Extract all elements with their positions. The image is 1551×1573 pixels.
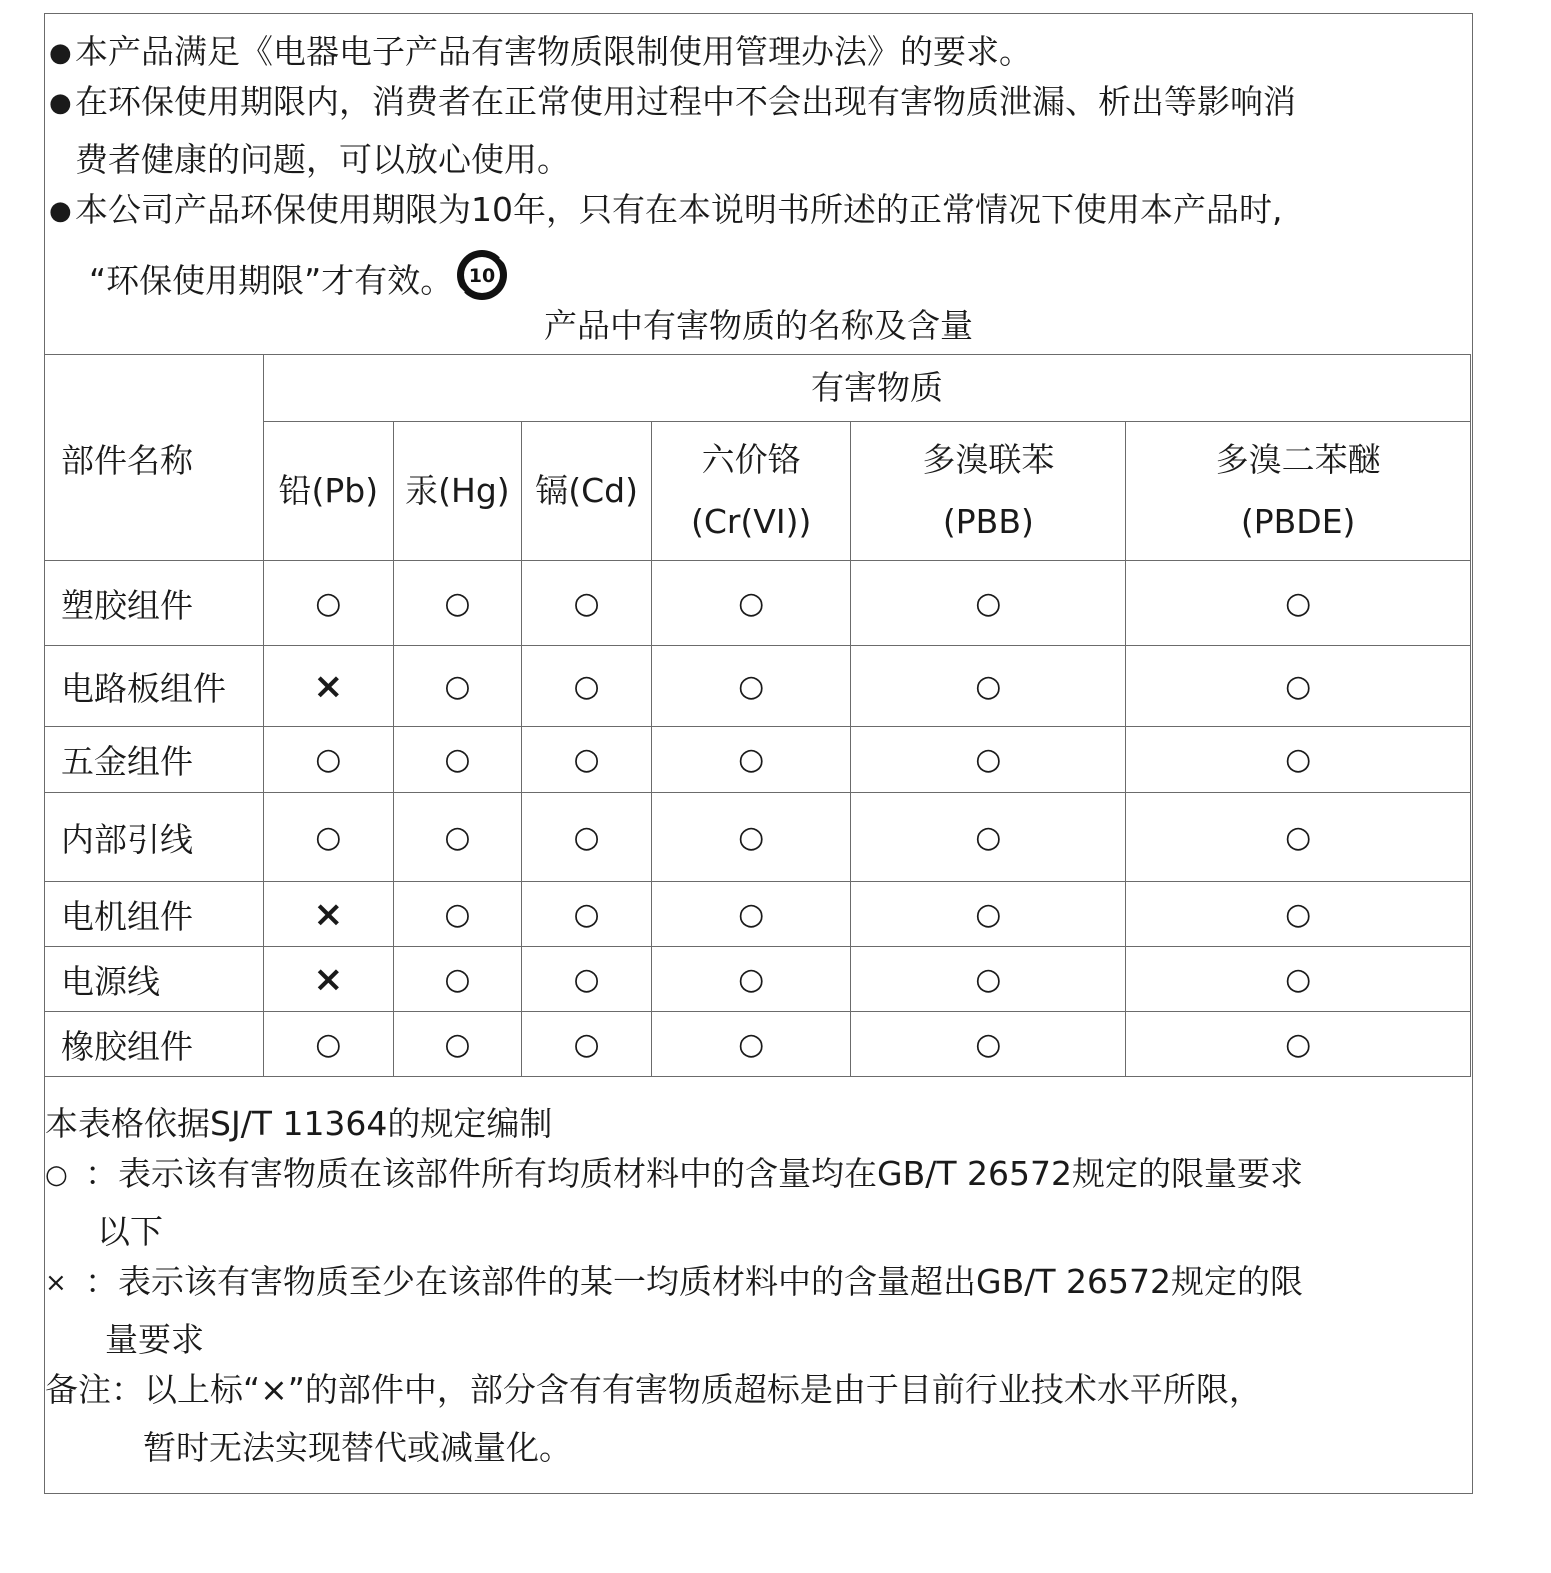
column-header-cd	[522, 422, 652, 561]
part-name-cell: 橡胶组件	[45, 1012, 264, 1077]
within-limit-mark: ○	[1126, 646, 1471, 727]
note-remark: 备注：以上标“×”的部件中，部分含有有害物质超标是由于目前行业技术水平所限，	[45, 1370, 1262, 1409]
within-limit-mark: ○	[851, 561, 1126, 646]
within-limit-mark: ○	[651, 947, 851, 1012]
within-limit-mark: ○	[851, 947, 1126, 1012]
within-limit-mark: ○	[522, 882, 652, 947]
part-name-cell: 电机组件	[45, 882, 264, 947]
table-row	[45, 882, 1471, 947]
column-header-label: 汞(Hg)	[405, 471, 510, 510]
intro-line-3	[45, 190, 1472, 231]
column-header-label: 六价铬	[701, 440, 801, 479]
table-body	[45, 561, 1471, 1077]
within-limit-mark: ○	[651, 882, 851, 947]
part-name-cell: 塑胶组件	[45, 561, 264, 646]
intro-line-3-cont	[45, 248, 1516, 302]
table-row	[45, 561, 1471, 646]
column-header-pbb	[851, 422, 1126, 561]
column-header-label: 多溴联苯	[922, 440, 1055, 479]
column-header-label: 镉(Cd)	[535, 471, 638, 510]
intro-text-3b: “环保使用期限”才有效。	[89, 261, 454, 300]
within-limit-mark: ○	[851, 882, 1126, 947]
note-cross-cont: 量要求	[105, 1320, 204, 1359]
note-cross	[45, 1262, 1472, 1303]
within-limit-mark: ○	[651, 1012, 851, 1077]
part-name-cell: 五金组件	[45, 727, 264, 793]
within-limit-mark: ○	[263, 561, 393, 646]
column-header-label: 多溴二苯醚	[1215, 440, 1381, 479]
within-limit-mark: ○	[522, 646, 652, 727]
table-row	[45, 1012, 1471, 1077]
badge-number: 10	[468, 265, 496, 287]
note-cross-text: ：表示该有害物质至少在该部件的某一均质材料中的含量超出GB/T 26572规定的限	[85, 1262, 1303, 1301]
within-limit-mark: ○	[851, 646, 1126, 727]
within-limit-mark: ○	[1126, 793, 1471, 882]
note-circle-text: ：表示该有害物质在该部件所有均质材料中的含量均在GB/T 26572规定的限量要求	[85, 1154, 1303, 1193]
part-name-cell: 内部引线	[45, 793, 264, 882]
intro-text-3a: 本公司产品环保使用期限为10年，只有在本说明书所述的正常情况下使用本产品时,	[75, 190, 1283, 229]
note-circle-cont: 以下	[97, 1212, 163, 1251]
note-remark-cont: 暂时无法实现替代或减量化。	[143, 1428, 572, 1467]
cross-symbol: ×	[45, 1268, 67, 1298]
within-limit-mark: ○	[522, 727, 652, 793]
exceeds-limit-mark: ×	[263, 947, 393, 1012]
within-limit-mark: ○	[522, 793, 652, 882]
exceeds-limit-mark: ×	[263, 882, 393, 947]
within-limit-mark: ○	[393, 1012, 522, 1077]
within-limit-mark: ○	[393, 727, 522, 793]
hazardous-substance-table	[44, 354, 1471, 1077]
table-row	[45, 947, 1471, 1012]
within-limit-mark: ○	[393, 561, 522, 646]
intro-text-2a: 在环保使用期限内，消费者在正常使用过程中不会出现有害物质泄漏、析出等影响消	[75, 82, 1296, 121]
header-row-1	[45, 355, 1471, 422]
within-limit-mark: ○	[651, 561, 851, 646]
intro-text-2b: 费者健康的问题，可以放心使用。	[75, 140, 570, 179]
table-row	[45, 727, 1471, 793]
column-header-symbol: (PBB)	[942, 502, 1034, 541]
bullet-icon: ●	[49, 196, 72, 226]
within-limit-mark: ○	[393, 947, 522, 1012]
within-limit-mark: ○	[851, 1012, 1126, 1077]
within-limit-mark: ○	[1126, 561, 1471, 646]
within-limit-mark: ○	[393, 882, 522, 947]
bullet-icon: ●	[49, 38, 72, 68]
column-header-symbol: (Cr(VI))	[690, 502, 812, 541]
intro-line-2	[45, 82, 1472, 123]
exceeds-limit-mark: ×	[263, 646, 393, 727]
within-limit-mark: ○	[651, 727, 851, 793]
within-limit-mark: ○	[522, 561, 652, 646]
intro-line-2-cont	[45, 140, 1502, 180]
within-limit-mark: ○	[651, 646, 851, 727]
eco-period-10-icon	[455, 248, 509, 302]
table-title: 产品中有害物质的名称及含量	[544, 306, 973, 345]
column-header-cr6	[651, 422, 851, 561]
within-limit-mark: ○	[263, 793, 393, 882]
within-limit-mark: ○	[263, 1012, 393, 1077]
within-limit-mark: ○	[1126, 727, 1471, 793]
part-name-cell: 电路板组件	[45, 646, 264, 727]
column-header-hg	[393, 422, 522, 561]
document-panel	[44, 13, 1473, 1494]
note-circle	[45, 1154, 1472, 1195]
within-limit-mark: ○	[522, 1012, 652, 1077]
within-limit-mark: ○	[1126, 947, 1471, 1012]
column-header-label: 铅(Pb)	[278, 471, 379, 510]
intro-text-1: 本产品满足《电器电子产品有害物质限制使用管理办法》的要求。	[75, 32, 1032, 71]
within-limit-mark: ○	[393, 793, 522, 882]
within-limit-mark: ○	[851, 793, 1126, 882]
within-limit-mark: ○	[393, 646, 522, 727]
part-name-header: 部件名称	[45, 355, 264, 561]
column-header-pbde	[1126, 422, 1471, 561]
table-row	[45, 793, 1471, 882]
table-row	[45, 646, 1471, 727]
intro-line-1	[45, 32, 1472, 73]
note-basis: 本表格依据SJ/T 11364的规定编制	[45, 1104, 553, 1143]
column-header-symbol: (PBDE)	[1240, 502, 1356, 541]
within-limit-mark: ○	[263, 727, 393, 793]
within-limit-mark: ○	[522, 947, 652, 1012]
part-name-cell: 电源线	[45, 947, 264, 1012]
within-limit-mark: ○	[1126, 882, 1471, 947]
bullet-icon: ●	[49, 88, 72, 118]
column-header-pb	[263, 422, 393, 561]
circle-symbol: ○	[45, 1160, 68, 1190]
hazardous-substance-header: 有害物质	[263, 355, 1470, 422]
within-limit-mark: ○	[851, 727, 1126, 793]
within-limit-mark: ○	[651, 793, 851, 882]
within-limit-mark: ○	[1126, 1012, 1471, 1077]
